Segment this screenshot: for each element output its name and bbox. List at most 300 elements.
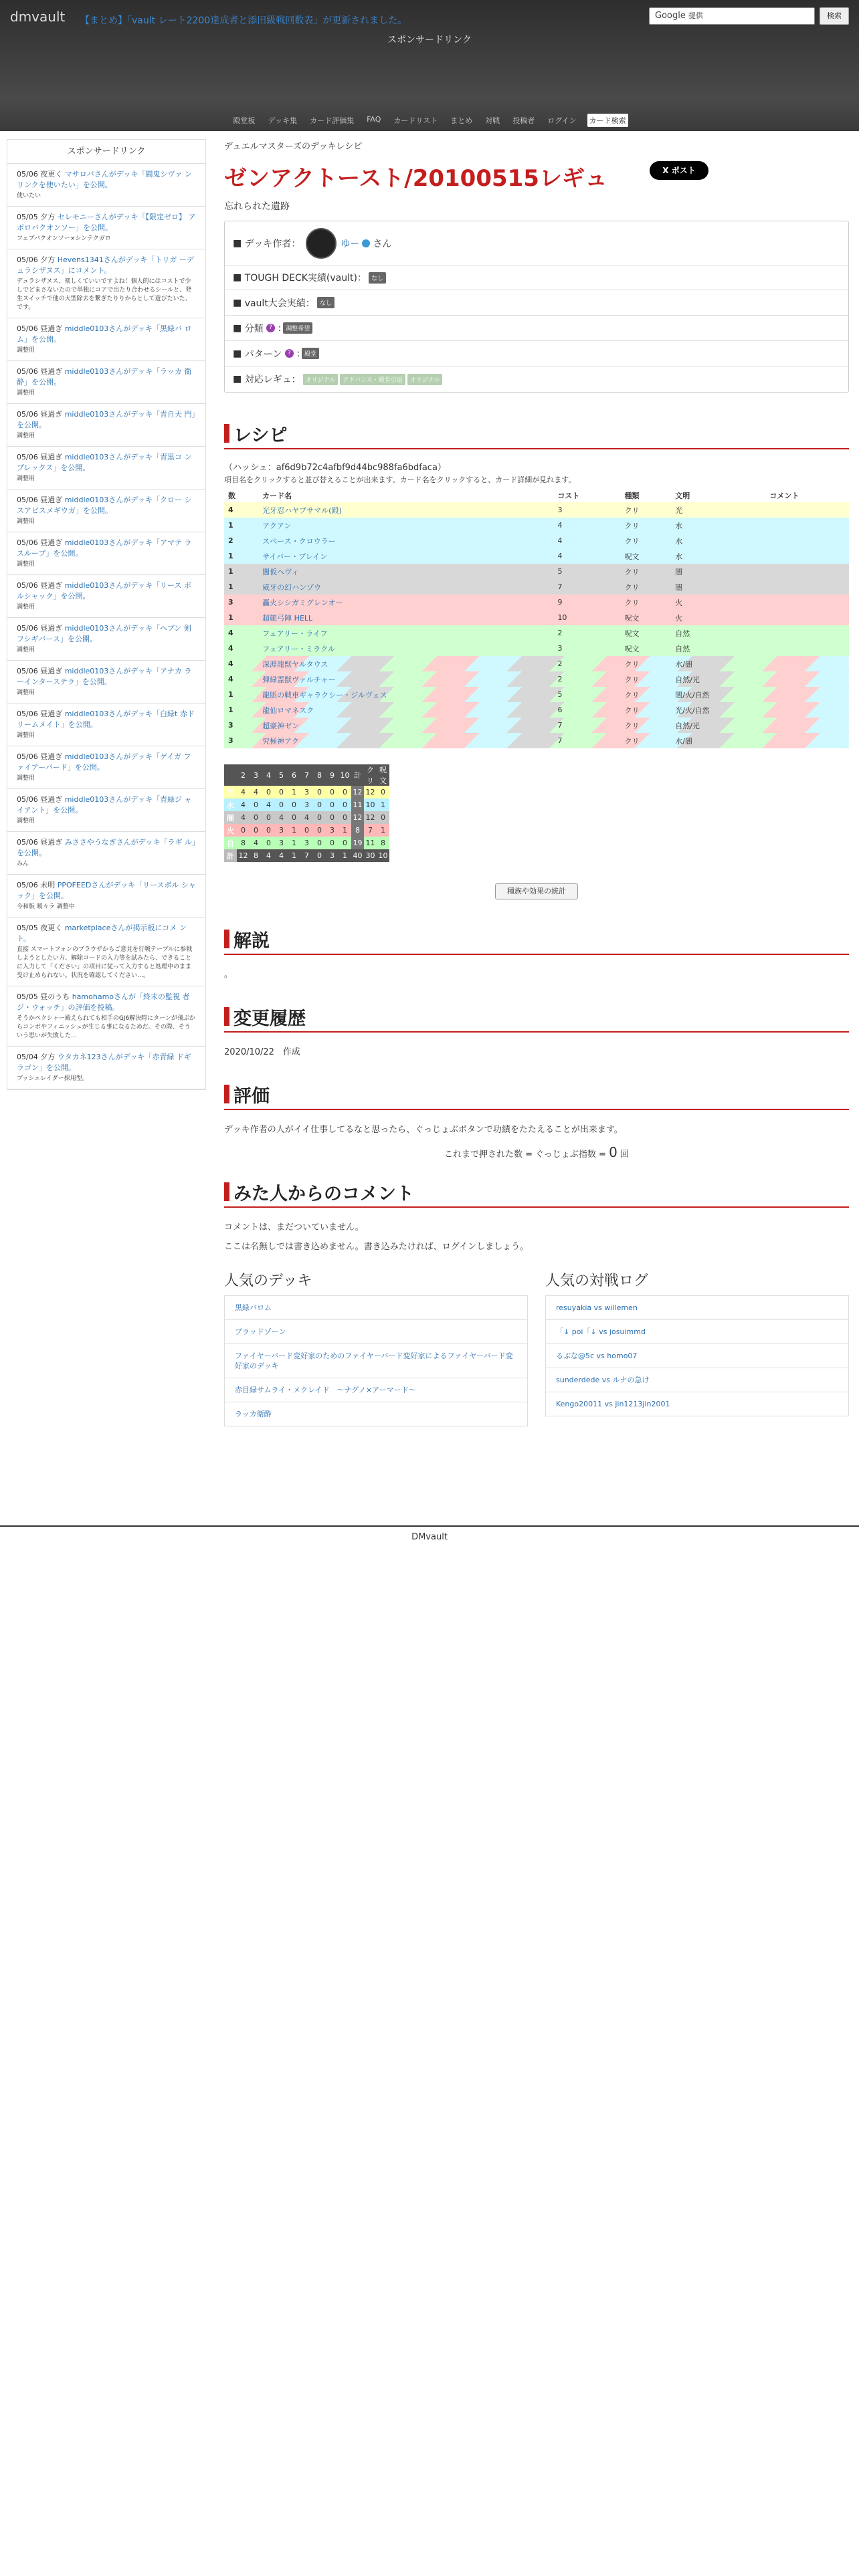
tough-row: ■ TOUGH DECK実績(vault)： なし — [225, 265, 848, 290]
goodjob-count: 0 — [609, 1144, 617, 1160]
activity-text — [17, 580, 196, 602]
activity-item — [7, 832, 205, 875]
activity-link[interactable]: middle0103さんがデッキ「ゲイガ ファイアーバード」を公開。 — [17, 752, 191, 772]
activity-text — [17, 623, 196, 645]
nav-item[interactable]: 投稿者 — [512, 116, 535, 125]
stats-value-cell: 1 — [288, 824, 300, 837]
card-count: 1 — [228, 613, 233, 622]
activity-summary: 調整用 — [17, 475, 35, 482]
activity-summary: 調整用 — [17, 732, 35, 739]
card-name-cell — [258, 656, 553, 671]
search-button[interactable]: 検索 — [820, 7, 849, 25]
activity-item — [7, 404, 205, 447]
card-name-cell — [258, 548, 553, 564]
card-name-link[interactable]: 轟火シシガミグレンオー — [262, 598, 343, 607]
activity-link[interactable]: middle0103さんがデッキ「青緑ジ ャイアント」を公開。 — [17, 795, 192, 815]
class-row: ■ 分類 ? : 調整希望 — [225, 316, 848, 341]
card-name-link[interactable]: 闇仮ヘヴィ — [262, 567, 299, 576]
card-comment — [765, 502, 849, 518]
card-comment — [765, 564, 849, 579]
activity-item — [7, 704, 205, 746]
stats-value-cell: 0 — [250, 798, 262, 811]
activity-time: 05/06 夜更く — [17, 170, 63, 179]
stats-value-cell: 11 — [351, 798, 364, 811]
stats-value-cell: 0 — [339, 798, 351, 811]
card-civilization: 火 — [675, 613, 683, 623]
card-type: クリ — [624, 706, 640, 715]
activity-item — [7, 661, 205, 704]
history-text: 2020/10/22 作成 — [224, 1047, 300, 1057]
activity-link[interactable]: middle0103さんがデッキ「青自天 門」を公開。 — [17, 410, 196, 429]
popular-log-link[interactable]: 「↓ poi「↓ vs josuimmd — [546, 1320, 848, 1344]
activity-text — [17, 409, 196, 431]
activity-text — [17, 837, 196, 859]
stats-header-row — [224, 764, 389, 786]
card-type: クリ — [624, 598, 640, 607]
activity-item — [7, 575, 205, 618]
activity-text — [17, 709, 196, 730]
card-name-link[interactable]: 威牙の幻ハンゾウ — [262, 582, 322, 592]
card-cost: 7 — [557, 736, 563, 745]
stats-value-cell: 12 — [364, 811, 377, 824]
activity-summary: 調整用 — [17, 347, 35, 354]
recipe-table — [224, 489, 849, 748]
evaluation-text: デッキ作者の人がイイ仕事してるなと思ったら、ぐっじょぶボタンで功績をたたえることが出来ます。 — [224, 1125, 623, 1135]
card-count: 4 — [228, 675, 233, 683]
card-civilization: 水/闇 — [675, 659, 692, 669]
card-type: クリ — [624, 675, 640, 684]
activity-summary: 調整用 — [17, 518, 35, 525]
card-civilization: 自然/光 — [675, 675, 700, 684]
popular-log-link[interactable]: sunderdede vs ルナの急け — [546, 1368, 848, 1392]
card-comment — [765, 518, 849, 533]
activity-text — [17, 452, 196, 473]
activity-time: 05/06 昼過ぎ — [17, 538, 63, 547]
activity-time: 05/06 昼過ぎ — [17, 752, 63, 761]
card-comment — [765, 687, 849, 702]
activity-link[interactable]: middle0103さんがデッキ「クロー シスアビスメギウガ」を公開。 — [17, 496, 192, 515]
column-header[interactable]: カード名 — [262, 492, 292, 500]
card-type: クリ — [624, 506, 640, 515]
activity-item — [7, 746, 205, 789]
google-logo: Google — [655, 11, 686, 21]
stats-value-cell: 0 — [275, 786, 288, 798]
stats-header-cell: 3 — [250, 764, 262, 786]
card-name-link[interactable]: 深淵龍獣ヤルタウス — [262, 659, 328, 669]
avatar[interactable] — [306, 228, 337, 259]
activity-text — [17, 752, 196, 773]
card-cost: 6 — [557, 706, 563, 714]
activity-item — [7, 618, 205, 661]
author-row — [225, 221, 848, 265]
card-civilization: 自然 — [675, 629, 690, 638]
activity-time: 05/06 昼過ぎ — [17, 795, 63, 804]
card-name-link[interactable]: 光牙忍ハヤブサマル(殿) — [262, 506, 342, 515]
goodjob-counter[interactable] — [224, 1144, 849, 1160]
activity-item — [7, 875, 205, 918]
card-count: 3 — [228, 721, 233, 730]
card-comment — [765, 579, 849, 595]
stats-value-cell: 40 — [351, 849, 364, 862]
card-name-link[interactable]: 弾緑霊獣ヴァルチャー — [262, 675, 336, 684]
footer: DMvault — [0, 1525, 859, 1542]
nav-item[interactable]: デッキ集 — [268, 116, 298, 125]
card-row — [224, 671, 849, 687]
activity-item — [7, 532, 205, 575]
activity-text — [17, 495, 196, 516]
stats-row — [224, 811, 389, 824]
card-cost: 5 — [557, 567, 563, 576]
globe-icon — [362, 239, 370, 247]
card-cost: 4 — [557, 521, 563, 530]
stats-value-cell: 3 — [275, 837, 288, 849]
stats-value-cell: 0 — [313, 849, 326, 862]
comments-login-note: ここは名無しでは書き込めません。書き込みたければ、ログインしましょう。 — [224, 1242, 529, 1252]
card-civilization: 闇 — [675, 582, 683, 592]
card-row — [224, 733, 849, 748]
activity-link[interactable]: セレモニーさんがデッキ「【限定ゼロ】 アボロバクオンソー」を公開。 — [17, 213, 196, 232]
card-name-cell — [258, 533, 553, 548]
activity-link[interactable]: middle0103さんがデッキ「青黒コ ンプレックス」を公開。 — [17, 453, 192, 472]
recipe-heading: レシピ — [224, 421, 849, 449]
stats-row — [224, 837, 389, 849]
stats-value-cell: 0 — [250, 824, 262, 837]
card-cost: 9 — [557, 598, 563, 607]
popular-decks-heading: 人気のデッキ — [224, 1273, 312, 1289]
stats-value-cell: 8 — [377, 837, 389, 849]
activity-text — [17, 923, 196, 944]
stats-value-cell: 1 — [377, 824, 389, 837]
activity-time: 05/06 昼過ぎ — [17, 410, 63, 419]
activity-link[interactable]: ウタカネ123さんがデッキ「赤青緑 ドギラゴン」を公開。 — [17, 1053, 191, 1072]
activity-text — [17, 324, 196, 345]
activity-text — [17, 366, 196, 388]
card-comment — [765, 625, 849, 641]
card-count: 1 — [228, 567, 233, 576]
activity-link[interactable]: middle0103さんがデッキ「ラッカ 衛酔」を公開。 — [17, 367, 192, 387]
stats-value-cell: 12 — [237, 849, 250, 862]
activity-link[interactable]: みささやうなぎさんがデッキ「ラギ ル」を公開。 — [17, 838, 196, 857]
hash-text: （ハッシュ：af6d9b72c4afbf9d44bc988fa6bdfaca） — [224, 463, 446, 473]
search-input[interactable] — [649, 7, 815, 25]
card-name-link[interactable]: 超豪神ゼン — [262, 721, 300, 730]
regulation-badge: オリジナル — [407, 374, 443, 385]
regulation-badge: オリジナル — [303, 374, 339, 385]
nav-item[interactable]: カード評価集 — [310, 116, 355, 125]
card-name-link[interactable]: アクアン — [262, 521, 292, 530]
description-heading: 解説 — [224, 926, 849, 955]
card-cost: 2 — [557, 659, 563, 668]
card-name-link[interactable]: スペース・クロウラー — [262, 536, 336, 546]
activity-summary: 調整用 — [17, 433, 35, 439]
stats-value-cell: 4 — [250, 837, 262, 849]
stats-value-cell: 8 — [351, 824, 364, 837]
stats-row — [224, 824, 389, 837]
card-comment — [765, 656, 849, 671]
card-type: 呪文 — [624, 644, 640, 653]
stats-value-cell: 1 — [339, 824, 351, 837]
card-name-link[interactable]: フェアリー・ミラクル — [262, 644, 335, 653]
card-cost: 7 — [557, 582, 563, 591]
card-name-link[interactable]: 超範弓陣 HELL — [262, 613, 313, 623]
stats-value-cell: 7 — [300, 849, 313, 862]
card-name-cell — [258, 671, 553, 687]
stats-value-cell: 4 — [237, 811, 250, 824]
stats-value-cell: 0 — [313, 798, 326, 811]
author-label: デッキ作者： — [244, 238, 301, 249]
popular-deck-link[interactable]: ブラッドゾーン — [225, 1320, 527, 1344]
popular-log-link[interactable]: Kengo20011 vs jin1213jin2001 — [556, 1400, 670, 1408]
stats-value-cell: 4 — [275, 811, 288, 824]
stats-header-cell: 6 — [288, 764, 300, 786]
card-name-link[interactable]: サイバー・ブレイン — [262, 552, 328, 561]
pattern-badge[interactable]: 殿堂 — [302, 348, 319, 359]
activity-summary: 調整用 — [17, 775, 35, 782]
stats-value-cell: 19 — [351, 837, 364, 849]
popular-section — [224, 1269, 849, 1426]
column-header[interactable]: 数 — [228, 492, 235, 500]
stats-value-cell: 0 — [313, 824, 326, 837]
stats-value-cell: 0 — [313, 811, 326, 824]
card-count: 2 — [228, 536, 233, 545]
activity-text — [17, 169, 196, 191]
card-count: 4 — [228, 644, 233, 653]
activity-item — [7, 1047, 205, 1089]
stats-value-cell: 0 — [326, 837, 339, 849]
popular-deck-link[interactable]: ファイヤーバード変好家のためのファイヤーバード変好家によるファイヤーバード変好家のデッキ — [225, 1344, 527, 1378]
column-header[interactable]: 種類 — [624, 492, 640, 500]
stats-value-cell: 4 — [262, 798, 275, 811]
activity-item — [7, 447, 205, 490]
goodjob-unit: 回 — [619, 1150, 629, 1160]
stats-header-cell: 10 — [339, 764, 351, 786]
goodjob-label: これまで押された数 = ぐっじょぶ指数 = — [444, 1150, 606, 1160]
card-count: 1 — [228, 521, 233, 530]
card-name-link[interactable]: フェアリー・ライフ — [262, 629, 328, 638]
card-count: 1 — [228, 690, 233, 699]
nav-item[interactable]: FAQ — [367, 115, 381, 124]
card-row — [224, 687, 849, 702]
card-name-link[interactable]: 龍脈の戦車ギャラクシー・ジルヴェス — [262, 690, 387, 700]
stats-row — [224, 849, 389, 862]
activity-summary: そうかペクシャー殿えられても相手のGJ6解決時にターンが飛ぶからコンボやフィニッシュが生じる事になるためだ。その際、そういう思いが失敗した… — [17, 1015, 195, 1039]
stats-value-cell: 0 — [326, 798, 339, 811]
nav-item[interactable]: カードリスト — [393, 116, 438, 125]
card-type: クリ — [624, 521, 640, 530]
activity-summary: フェブバクオンソー×シンテクガロ — [17, 235, 111, 242]
card-name-cell — [258, 610, 553, 625]
activity-item — [7, 986, 205, 1047]
nav-item[interactable]: 対戦 — [485, 116, 500, 125]
activity-link[interactable]: PPOFEEDさんがデッキ「リースボル シャック」を公開。 — [17, 881, 196, 900]
stats-value-cell: 1 — [377, 798, 389, 811]
tweet-button[interactable]: X ポスト — [650, 161, 708, 180]
stats-value-cell: 3 — [300, 837, 313, 849]
stats-civ-cell: 自 — [224, 837, 237, 849]
nav-item-card-search[interactable]: カード検索 — [587, 114, 628, 127]
activity-item — [7, 490, 205, 532]
help-icon[interactable]: ? — [285, 349, 294, 358]
activity-text — [17, 880, 196, 901]
activity-time: 05/06 昼過ぎ — [17, 324, 63, 333]
activity-summary: 調整用 — [17, 604, 35, 611]
popular-log-link[interactable]: resuyakia vs willemen — [546, 1296, 848, 1320]
card-type: 呪文 — [624, 613, 640, 623]
card-row — [224, 502, 849, 518]
activity-link[interactable]: middle0103さんがデッキ「アマテ ラスループ」を公開。 — [17, 538, 192, 558]
activity-time: 05/06 夕方 — [17, 255, 56, 264]
card-row — [224, 718, 849, 733]
vault-badge: なし — [317, 297, 335, 308]
stats-value-cell: 0 — [288, 811, 300, 824]
activity-summary: みん — [17, 861, 29, 867]
card-cost: 2 — [557, 675, 563, 683]
card-cost: 4 — [557, 536, 563, 545]
card-civilization: 水 — [675, 521, 683, 530]
card-comment — [765, 595, 849, 610]
activity-link[interactable]: middle0103さんがデッキ「アナカ ラーインターステラ」を公開。 — [17, 667, 192, 686]
activity-link[interactable]: middle0103さんがデッキ「リース ボルシャック」を公開。 — [17, 581, 191, 601]
card-name-cell — [258, 579, 553, 595]
nav-item[interactable]: まとめ — [450, 116, 473, 125]
activity-time: 05/04 夕方 — [17, 1053, 56, 1061]
card-name-cell — [258, 702, 553, 718]
activity-link[interactable]: Hevens1341さんがデッキ「トリガ ーデュラシザヌス」にコメント。 — [17, 255, 194, 275]
stats-value-cell: 3 — [300, 798, 313, 811]
class-label: 分類 — [244, 323, 264, 334]
card-row — [224, 595, 849, 610]
stats-value-cell: 8 — [250, 849, 262, 862]
stats-value-cell: 3 — [275, 824, 288, 837]
comments-empty: コメントは、まだついていません。 — [224, 1222, 364, 1232]
activity-summary: 調整用 — [17, 818, 35, 825]
column-header[interactable]: コスト — [557, 492, 580, 500]
popular-deck-link[interactable]: ラッカ衛酔 — [235, 1410, 272, 1418]
activity-summary: 調整用 — [17, 561, 35, 568]
activity-link[interactable]: hamohamoさんが「終末の監視 者 ジ・ウォッチ」の評価を投稿。 — [17, 992, 197, 1012]
stats-header-cell: 9 — [326, 764, 339, 786]
activity-summary: 使いたい — [17, 193, 41, 199]
card-row — [224, 564, 849, 579]
stats-row — [224, 786, 389, 798]
activity-link[interactable]: マサロバさんがデッキ「闘鬼シヴァ ンリンクを使いたい」を公開。 — [17, 170, 192, 189]
card-civilization: 火 — [675, 598, 683, 607]
card-name-cell — [258, 641, 553, 656]
stats-value-cell: 0 — [262, 837, 275, 849]
card-comment — [765, 641, 849, 656]
card-type: クリ — [624, 536, 640, 546]
column-header[interactable]: コメント — [769, 492, 799, 500]
activity-summary: 調整用 — [17, 689, 35, 696]
activity-time: 05/05 昼のうち — [17, 992, 70, 1001]
card-comment — [765, 610, 849, 625]
card-cost: 2 — [557, 629, 563, 637]
popular-deck-link[interactable]: 赤目緑サムライ・メクレイド ～ナグノ×アーマード～ — [225, 1378, 527, 1402]
sponsor-label: スポンサードリンク — [387, 35, 472, 45]
stats-value-cell: 1 — [339, 849, 351, 862]
activity-summary: 今和版 暖々ラ 調整中 — [17, 903, 75, 910]
card-civilization: 水 — [675, 552, 683, 561]
help-icon[interactable]: ? — [266, 324, 275, 332]
card-cost: 10 — [557, 613, 567, 622]
card-count: 4 — [228, 506, 233, 514]
card-name-cell — [258, 595, 553, 610]
stats-value-cell: 3 — [300, 786, 313, 798]
card-name-link[interactable]: 究極神アク — [262, 736, 299, 746]
stats-value-cell: 12 — [351, 786, 364, 798]
activity-link[interactable]: middle0103さんがデッキ「白緑t 赤ドリームメイト」を公開。 — [17, 710, 195, 729]
card-name-cell — [258, 718, 553, 733]
card-name-cell — [258, 502, 553, 518]
stats-civ-cell: 火 — [224, 824, 237, 837]
card-count: 1 — [228, 706, 233, 714]
stats-value-cell: 4 — [237, 786, 250, 798]
activity-summary: 直接 スマートフォンのブラウザからご意見を行戦テーブルに参戦しようとしたい方、解除コードの入力等を試みたら、できることに入力して「ください」の項目に従って入力すると処理中のまま受け止められない。状況を確認してください…。 — [17, 946, 193, 979]
stats-value-cell: 11 — [364, 837, 377, 849]
card-comment — [765, 718, 849, 733]
activity-link[interactable]: middle0103さんがデッキ「黒緑バ ロム」を公開。 — [17, 324, 192, 344]
stats-value-cell: 3 — [326, 849, 339, 862]
class-badge[interactable]: 調整希望 — [283, 322, 312, 334]
activity-item — [7, 249, 205, 318]
stats-header-cell: 8 — [313, 764, 326, 786]
history-heading: 変更履歴 — [224, 1004, 849, 1033]
activity-time: 05/05 夜更く — [17, 924, 63, 932]
breadcrumb[interactable]: デュエルマスターズのデッキレシピ — [224, 142, 363, 152]
card-row — [224, 518, 849, 533]
activity-time: 05/06 昼過ぎ — [17, 367, 63, 376]
activity-time: 05/06 昼過ぎ — [17, 838, 63, 847]
card-count: 3 — [228, 598, 233, 607]
card-comment — [765, 548, 849, 564]
stats-civ-cell: 水 — [224, 798, 237, 811]
popular-log-link[interactable]: るぶな@5c vs homo07 — [546, 1344, 848, 1368]
card-comment — [765, 702, 849, 718]
stats-value-cell: 30 — [364, 849, 377, 862]
activity-link[interactable]: middle0103さんがデッキ「ヘブン 剣フシギバース」を公開。 — [17, 624, 191, 643]
card-civilization: 水 — [675, 536, 683, 546]
activity-time: 05/06 昼過ぎ — [17, 667, 63, 675]
race-stats-button[interactable]: 種族や効果の統計 — [495, 883, 578, 899]
card-cost: 3 — [557, 506, 563, 514]
regulation-row: ■ 対応レギュ： オリジナル アドバンス・殿堂引退 オリジナル — [225, 366, 848, 392]
card-name-link[interactable]: 龍仙ロマネスク — [262, 706, 314, 715]
stats-value-cell: 4 — [300, 811, 313, 824]
stats-value-cell: 0 — [377, 786, 389, 798]
stats-value-cell: 0 — [313, 786, 326, 798]
stats-value-cell: 0 — [237, 824, 250, 837]
news-link[interactable]: 【まとめ】「vault レート2200達成者と添田級戦回数表」が更新されました。 — [80, 15, 407, 26]
nav-item[interactable]: 殿堂板 — [233, 116, 256, 125]
card-name-cell — [258, 625, 553, 641]
description-text: 。 — [224, 970, 233, 980]
column-header[interactable]: 文明 — [675, 492, 690, 500]
stats-value-cell: 1 — [288, 837, 300, 849]
stats-value-cell: 0 — [313, 837, 326, 849]
popular-deck-link[interactable]: 黒緑バロム — [225, 1296, 527, 1320]
card-count: 4 — [228, 629, 233, 637]
card-name-cell — [258, 564, 553, 579]
card-type: クリ — [624, 736, 640, 746]
stats-value-cell: 12 — [351, 811, 364, 824]
activity-link[interactable]: marketplaceさんが掲示板にコメ ント。 — [17, 924, 187, 943]
regulation-badge: アドバンス・殿堂引退 — [340, 374, 405, 385]
nav-item[interactable]: ログイン — [547, 116, 577, 125]
popular-decks-list — [224, 1295, 528, 1426]
card-name-cell — [258, 733, 553, 748]
site-title[interactable]: dmvault — [10, 9, 66, 25]
author-name[interactable]: ゆー — [341, 238, 360, 249]
